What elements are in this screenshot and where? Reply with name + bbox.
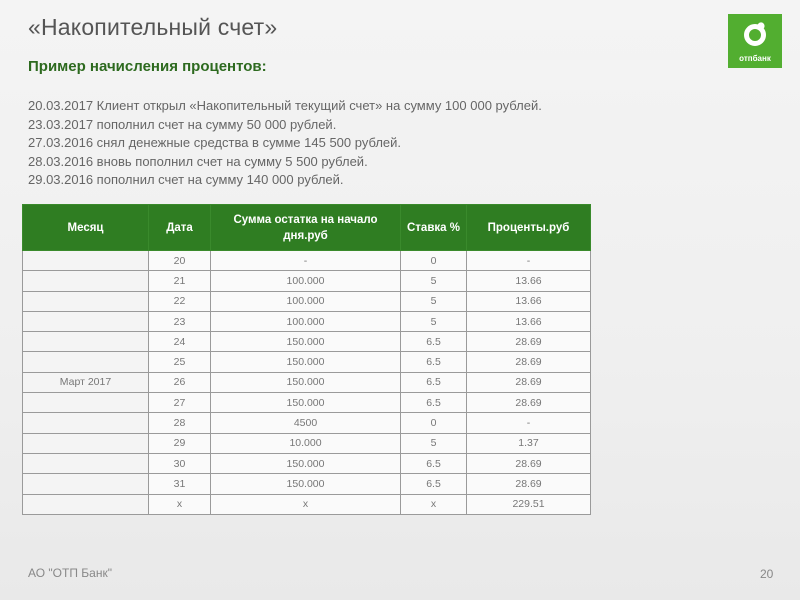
interest-cell: 1.37 [467, 433, 591, 453]
rate-cell: 5 [401, 271, 467, 291]
balance-cell: - [211, 251, 401, 271]
rate-cell: 0 [401, 413, 467, 433]
rate-cell: 6.5 [401, 372, 467, 392]
interest-cell: 28.69 [467, 453, 591, 473]
balance-cell: 150.000 [211, 453, 401, 473]
event-line: 29.03.2016 пополнил счет на сумму 140 000 рублей. [28, 172, 344, 187]
table-row [23, 291, 591, 311]
table-row [23, 413, 591, 433]
header-balance: Сумма остатка на начало дня.руб [211, 205, 401, 251]
date-cell: 22 [149, 291, 211, 311]
balance-cell: 100.000 [211, 271, 401, 291]
balance-cell: x [211, 494, 401, 514]
example-subtitle: Пример начисления процентов: [28, 58, 267, 75]
table-row [23, 271, 591, 291]
table-row [23, 251, 591, 271]
event-line: 20.03.2017 Клиент открыл «Накопительный текущий счет» на сумму 100 000 рублей. [28, 98, 542, 113]
interest-cell: 229.51 [467, 494, 591, 514]
footer-company: АО "ОТП Банк" [28, 566, 112, 580]
rate-cell: x [401, 494, 467, 514]
header-month: Месяц [23, 205, 149, 251]
month-cell [23, 332, 149, 352]
balance-cell: 150.000 [211, 352, 401, 372]
table-row [23, 453, 591, 473]
rate-cell: 5 [401, 433, 467, 453]
balance-cell: 10.000 [211, 433, 401, 453]
event-line: 28.03.2016 вновь пополнил счет на сумму 5 500 рублей. [28, 153, 368, 169]
month-cell [23, 393, 149, 413]
rate-cell: 6.5 [401, 474, 467, 494]
date-cell: 28 [149, 413, 211, 433]
balance-cell: 150.000 [211, 332, 401, 352]
event-list [28, 97, 542, 190]
balance-cell: 4500 [211, 413, 401, 433]
date-cell: 31 [149, 474, 211, 494]
date-cell: 29 [149, 433, 211, 453]
interest-cell: 28.69 [467, 332, 591, 352]
month-cell [23, 453, 149, 473]
interest-cell: 13.66 [467, 311, 591, 331]
month-cell [23, 494, 149, 514]
balance-cell: 100.000 [211, 311, 401, 331]
month-cell [23, 311, 149, 331]
table-row [23, 433, 591, 453]
date-cell: 24 [149, 332, 211, 352]
date-cell: 27 [149, 393, 211, 413]
interest-cell: - [467, 413, 591, 433]
date-cell: 21 [149, 271, 211, 291]
month-cell [23, 352, 149, 372]
month-cell [23, 291, 149, 311]
month-cell [23, 413, 149, 433]
date-cell: 30 [149, 453, 211, 473]
rate-cell: 5 [401, 291, 467, 311]
rate-cell: 5 [401, 311, 467, 331]
month-cell [23, 433, 149, 453]
interest-cell: 13.66 [467, 291, 591, 311]
table-row [23, 311, 591, 331]
rate-cell: 6.5 [401, 352, 467, 372]
date-cell: 26 [149, 372, 211, 392]
slide-title: «Накопительный счет» [28, 14, 278, 40]
month-cell: Март 2017 [23, 372, 149, 392]
table-row [23, 372, 591, 392]
date-cell: 20 [149, 251, 211, 271]
rate-cell: 6.5 [401, 332, 467, 352]
otp-bank-logo [728, 14, 782, 68]
balance-cell: 150.000 [211, 372, 401, 392]
interest-cell: 28.69 [467, 352, 591, 372]
balance-cell: 150.000 [211, 393, 401, 413]
table-row [23, 352, 591, 372]
page-number: 20 [760, 567, 774, 581]
month-cell [23, 271, 149, 291]
interest-cell: 28.69 [467, 474, 591, 494]
balance-cell: 100.000 [211, 291, 401, 311]
event-line: 23.03.2017 пополнил счет на сумму 50 000 рублей. [28, 116, 337, 132]
date-cell: 25 [149, 352, 211, 372]
otp-ring-logo-icon [741, 20, 769, 48]
header-date: Дата [149, 205, 211, 251]
interest-cell: - [467, 251, 591, 271]
interest-cell: 28.69 [467, 393, 591, 413]
rate-cell: 0 [401, 251, 467, 271]
interest-table [22, 204, 591, 515]
interest-cell: 28.69 [467, 372, 591, 392]
interest-cell: 13.66 [467, 271, 591, 291]
balance-cell: 150.000 [211, 474, 401, 494]
table-row [23, 332, 591, 352]
rate-cell: 6.5 [401, 393, 467, 413]
header-rate: Ставка % [401, 205, 467, 251]
date-cell: x [149, 494, 211, 514]
header-interest: Проценты.руб [467, 205, 591, 251]
date-cell: 23 [149, 311, 211, 331]
event-line: 27.03.2016 снял денежные средства в сумме 145 500 рублей. [28, 135, 402, 150]
table-row [23, 494, 591, 514]
logo-text: отпбанк [739, 54, 771, 63]
month-cell [23, 251, 149, 271]
rate-cell: 6.5 [401, 453, 467, 473]
table-row [23, 474, 591, 494]
month-cell [23, 474, 149, 494]
table-header-row [23, 205, 591, 251]
table-row [23, 393, 591, 413]
